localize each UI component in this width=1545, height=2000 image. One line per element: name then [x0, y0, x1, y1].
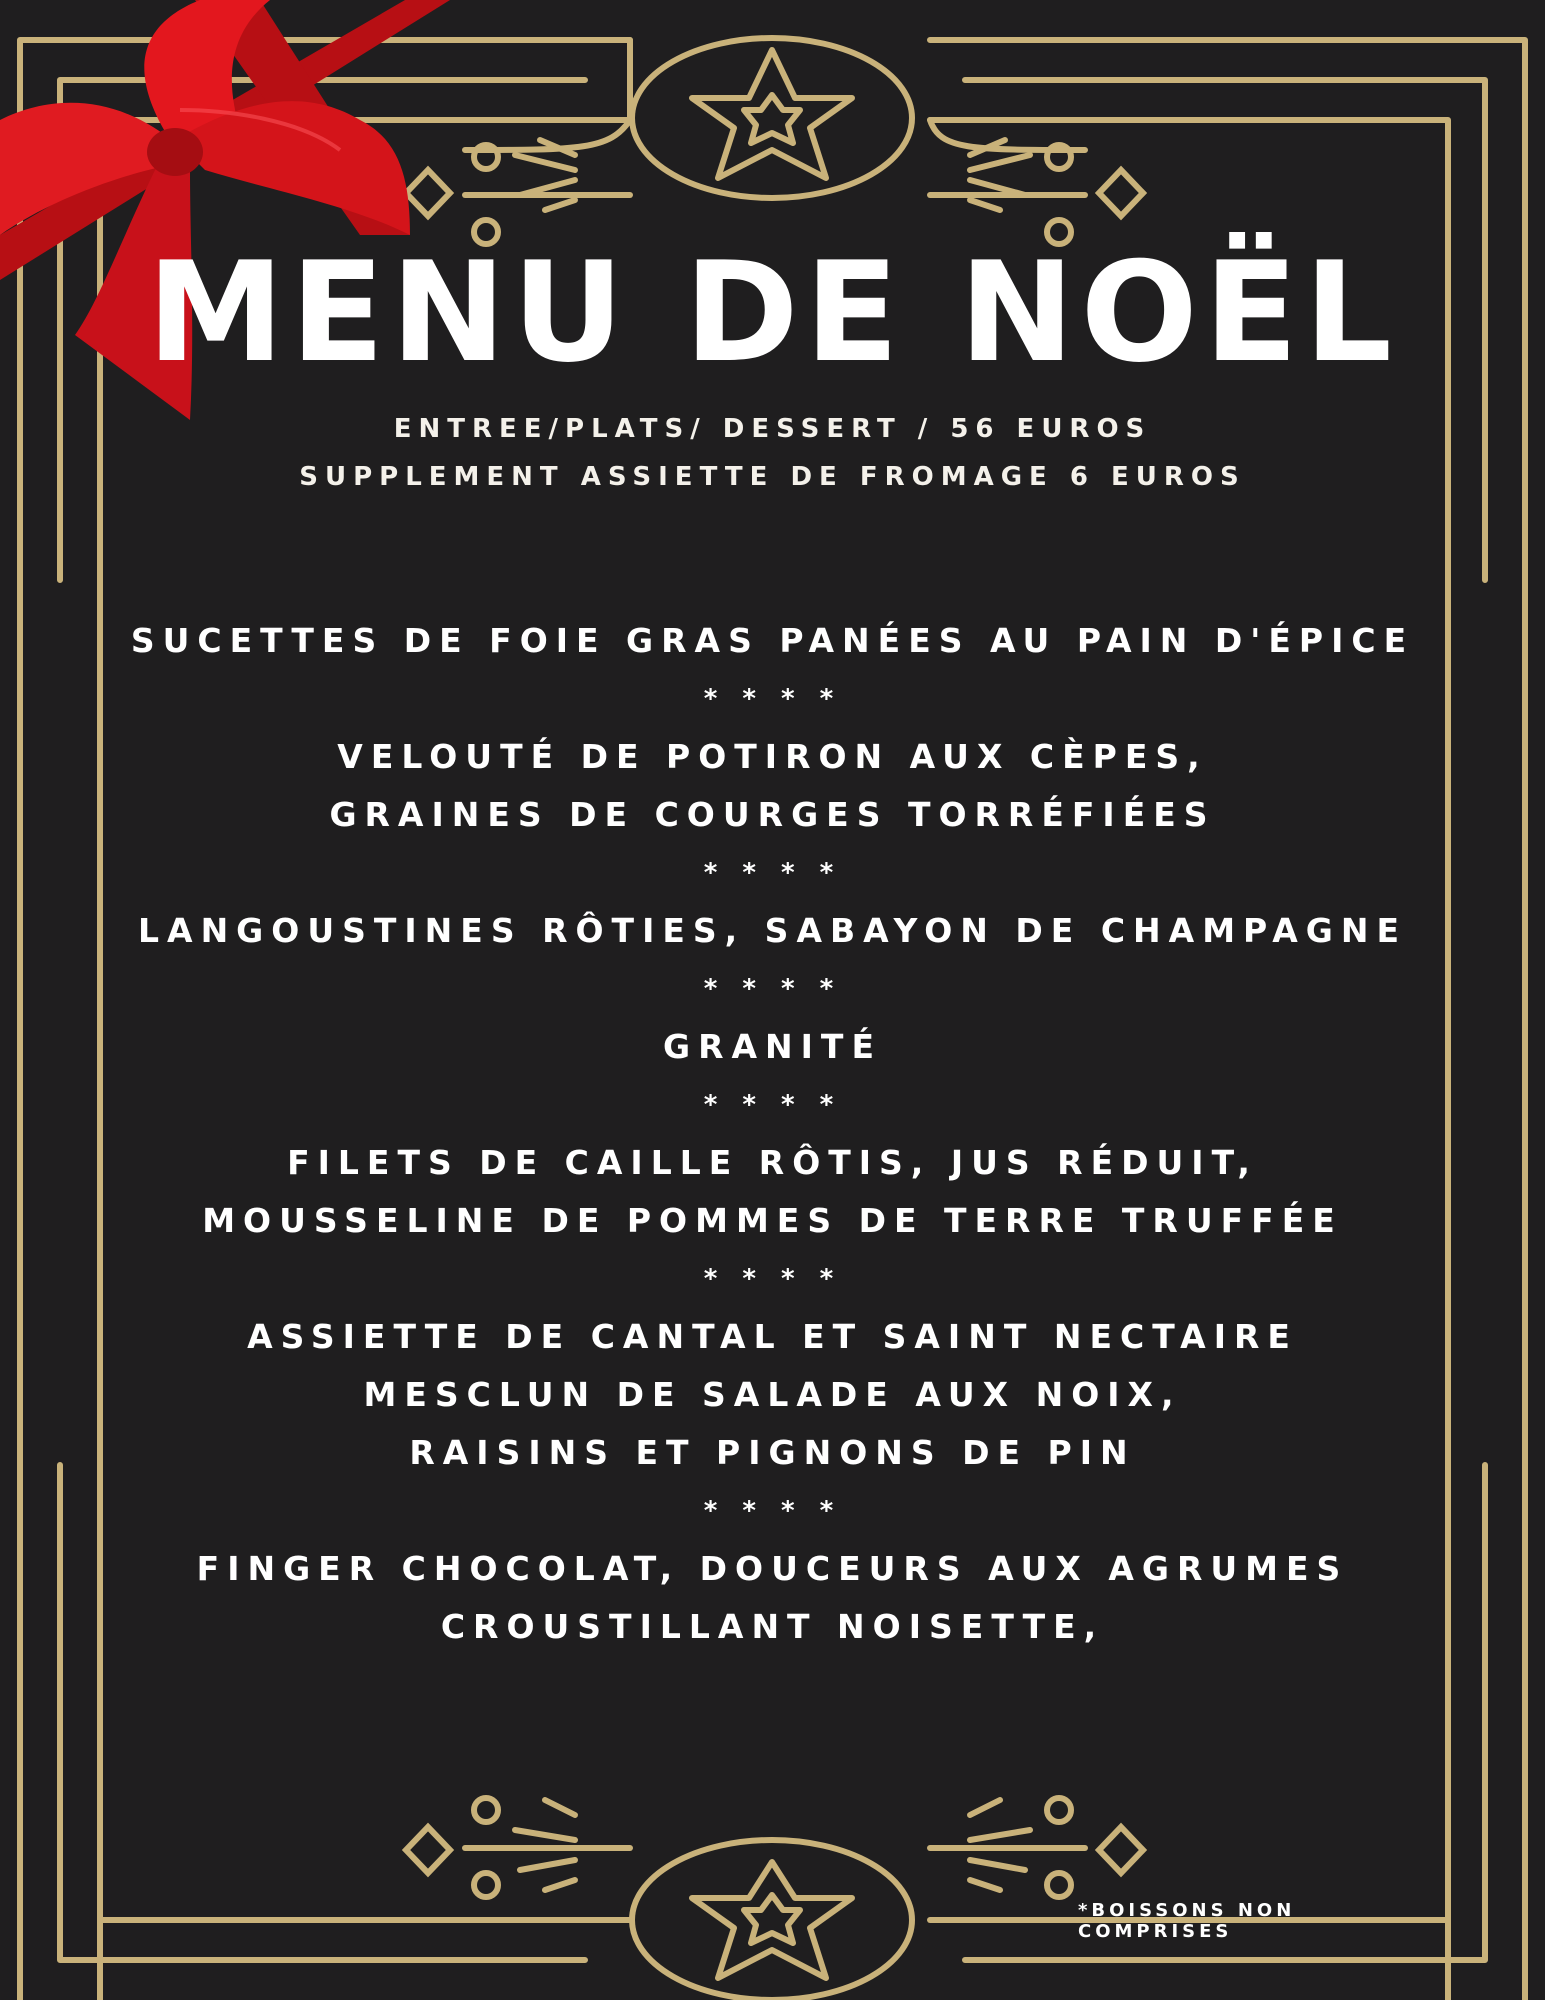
separator: * * * *	[703, 858, 842, 888]
dish-3-line-1: LANGOUSTINES RÔTIES, SABAYON DE CHAMPAGNE	[138, 911, 1407, 950]
separator: * * * *	[703, 1264, 842, 1294]
dish-6-line-1: ASSIETTE DE CANTAL ET SAINT NECTAIRE	[247, 1317, 1298, 1356]
menu-list	[0, 612, 1545, 1656]
separator: * * * *	[703, 684, 842, 714]
price-line: ENTREE/PLATS/ DESSERT / 56 EUROS	[393, 414, 1152, 444]
dish-2-line-2: GRAINES DE COURGES TORRÉFIÉES	[329, 795, 1216, 834]
dish-5-line-1: FILETS DE CAILLE RÔTIS, JUS RÉDUIT,	[287, 1143, 1258, 1182]
dish-5-line-2: MOUSSELINE DE POMMES DE TERRE TRUFFÉE	[202, 1201, 1343, 1240]
separator: * * * *	[703, 1496, 842, 1526]
dish-6-line-3: RAISINS ET PIGNONS DE PIN	[409, 1433, 1136, 1472]
dish-4-line-1: GRANITÉ	[663, 1027, 882, 1066]
dish-2-line-1: VELOUTÉ DE POTIRON AUX CÈPES,	[337, 737, 1208, 776]
dish-6-line-2: MESCLUN DE SALADE AUX NOIX,	[363, 1375, 1182, 1414]
page-title: MENU DE NOËL	[146, 232, 1399, 393]
drinks-footnote: *BOISSONS NON COMPRISES	[1078, 1900, 1296, 1942]
supplement-line: SUPPLEMENT ASSIETTE DE FROMAGE 6 EUROS	[299, 462, 1246, 492]
separator: * * * *	[703, 1090, 842, 1120]
separator: * * * *	[703, 974, 842, 1004]
star-ornament-icon	[692, 1862, 852, 1978]
dish-7-line-2: CROUSTILLANT NOISETTE,	[440, 1607, 1105, 1646]
star-ornament-icon	[692, 50, 852, 178]
dish-1-line-1: SUCETTES DE FOIE GRAS PANÉES AU PAIN D'ÉPICE	[130, 621, 1415, 660]
dish-7-line-1: FINGER CHOCOLAT, DOUCEURS AUX AGRUMES	[196, 1549, 1349, 1588]
